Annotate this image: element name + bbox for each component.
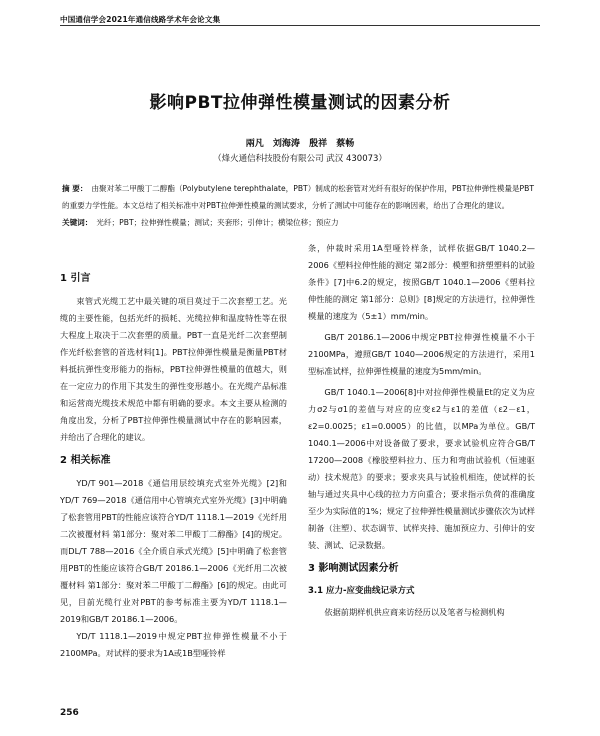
abstract-text: 由聚对苯二甲酸丁二醇酯（Polybutylene terephthalate，PBT）制成的松套管对光纤有很好的保护作用，PBT拉伸弹性模量是PBT的重要力学性能。本文总结了相关标准中对PBT拉伸弹性模量的测试要求，分析了测试中可能存在的影响因素，给出了合理化的建议。	[62, 184, 534, 210]
right-paragraph-3: GB/T 1040.1—2006[8]中对拉伸弹性模量Et的定义为应力σ2与σ1的差值与对应的应变ε2与ε1的差值（ε2－ε1，ε2=0.0025；ε1=0.0005）的比值，以MPa为单位。GB/T 1040.1—2006中对设备做了要求，要求试验机应符合GB/T 17200—2008《橡胶塑料拉力、压力和弯曲试验机（恒速驱动）技术规范》的要求；要求夹具与试验机相连，使试样的长轴与通过夹具中心线的拉力方向重合；要求指示负荷的准确度至少为实际值的1%；规定了拉伸弹性模量测试步骤依次为试样制备（注塑）、状态调节、试样夹持、施加预应力、引伸计的安装、测试、记录数据。	[308, 387, 535, 550]
keywords-text: 光纤；PBT；拉伸弹性模量；测试；夹套形；引伸计；横梁位移；预应力	[96, 218, 339, 227]
affiliation: （烽火通信科技股份有限公司 武汉 430073）	[213, 154, 387, 164]
abstract	[62, 180, 538, 214]
section-2-title: 2 相关标准	[60, 455, 111, 466]
left-column	[60, 268, 287, 662]
authors: 兩凡 刘海涛 殷祥 蔡畅	[245, 139, 355, 149]
section-3-1-title: 3.1 应力-应变曲线记录方式	[308, 586, 415, 596]
abstract-block	[62, 180, 538, 231]
section-3-title: 3 影响测试因素分析	[308, 563, 399, 574]
keywords	[62, 214, 538, 231]
abstract-label: 摘 要：	[62, 184, 88, 193]
paper-title: 影响PBT拉伸弹性模量测试的因素分析	[149, 93, 451, 113]
section-2-paragraph-1: YD/T 901—2018《通信用层绞填充式室外光缆》[2]和YD/T 769—2018《通信用中心管填充式室外光缆》[3]中明确了松套管用PBT的性能应该符合YD/T 1118.1—2019《光纤用二次被覆材料 第1部分：聚对苯二甲酸丁二醇酯》[4]的规定。而DL/T 788—2016《全介质自承式光缆》[5]中明确了松套管用PBT的性能应该符合GB/T 20186.1—2006《光纤用二次被覆材料 第1部分：聚对苯二甲酸丁二醇酯》[6]的规定。由此可见，目前光缆行业对PBT的参考标准主要为YD/T 1118.1—2019和GB/T 20186.1—2006。	[60, 478, 287, 624]
section-3-1-paragraph: 依据前期样机供应商来访经历以及笔者与检测机构	[324, 607, 505, 617]
right-column	[308, 240, 535, 621]
running-head: 中国通信学会2021年通信线路学术年会论文集	[60, 15, 221, 24]
right-paragraph-1: 条，仲裁时采用1A型哑铃样条，试样依据GB/T 1040.2—2006《塑料拉伸性能的测定 第2部分：模塑和挤塑塑料的试验条件》[7]中6.2的规定，按照GB/T 1040.1—2006《塑料拉伸性能的测定 第1部分：总则》[8]规定的方法进行，拉伸弹性模量的速度为（5±1）mm/min。	[308, 243, 535, 321]
header-rule	[60, 25, 540, 26]
right-paragraph-2: GB/T 20186.1—2006中规定PBT拉伸弹性模量不小于2100MPa，遵照GB/T 1040—2006规定的方法进行，采用1型标准试样，拉伸弹性模量的速度为5mm/min。	[308, 332, 535, 376]
page-number: 256	[60, 708, 79, 718]
section-2-paragraph-2: YD/T 1118.1—2019中规定PBT拉伸弹性模量不小于2100MPa。对试样的要求为1A或1B型哑铃样	[60, 631, 287, 658]
section-1-paragraph: 束管式光缆工艺中最关键的项目莫过于二次套塑工艺。光缆的主要性能，包括光纤的损耗、光缆拉伸和温度特性等在很大程度上取决于二次套塑的质量。PBT一直是光纤二次套塑制作光纤松套管的首选材料[1]。PBT拉伸弹性模量是衡量PBT材料抵抗弹性变形能力的指标，PBT拉伸弹性模量的值越大，则在一定应力的作用下其发生的弹性变形越小。在光缆产品标准和运营商光缆技术规范中都有明确的要求。本文主要从检测的角度出发，分析了PBT拉伸弹性模量测试中存在的影响因素，并给出了合理化的建议。	[60, 296, 287, 442]
keywords-label: 关键词：	[62, 218, 93, 227]
section-1-title: 1 引言	[60, 273, 91, 284]
